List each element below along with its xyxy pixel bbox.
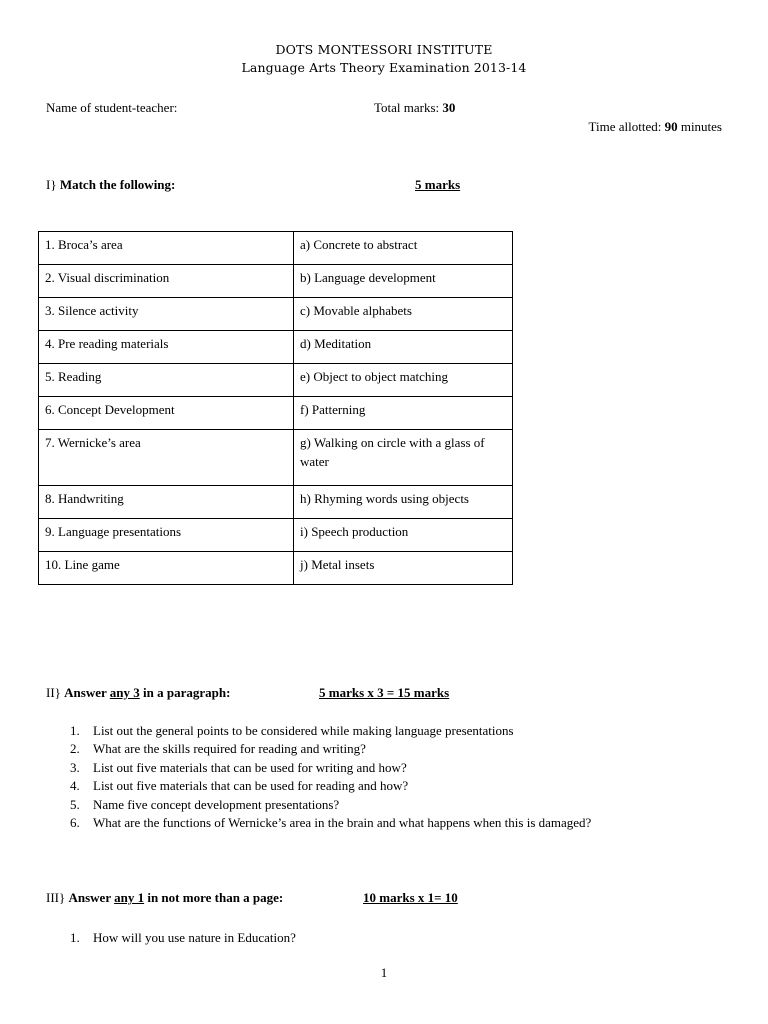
match-row [39,397,513,430]
match-left-cell: 5. Reading [39,364,294,397]
match-left-cell: 10. Line game [39,552,294,585]
question-text: List out five materials that can be used for writing and how? [93,759,407,775]
question-text: Name five concept development presentations? [93,796,340,812]
question-item [70,814,591,832]
time-allotted-unit: minutes [677,119,722,134]
time-allotted-value: 90 [664,119,678,134]
question-number: 6. [70,814,80,830]
match-row [39,232,513,265]
match-left-cell: 9. Language presentations [39,519,294,552]
question-item [70,722,591,740]
page-number: 1 [380,965,388,980]
question-item [70,929,296,947]
section-3-heading [46,891,283,904]
time-allotted-label: Time allotted: [588,119,665,134]
question-number: 2. [70,741,80,757]
question-text: What are the functions of Wernicke’s area in the brain and what happens when this is damaged? [93,814,592,830]
match-row [39,331,513,364]
match-right-cell: b) Language development [294,265,513,298]
section-2-marks [319,686,449,699]
match-row [39,486,513,519]
section-2-number: II} [46,685,65,700]
total-marks [374,101,455,114]
match-right-cell: h) Rhyming words using objects [294,486,513,519]
total-marks-label: Total marks: [374,100,443,115]
question-text: List out the general points to be considered while making language presentations [93,723,514,738]
section-1-heading [46,178,175,191]
match-left-cell: 4. Pre reading materials [39,331,294,364]
section-3-number: III} [46,890,69,905]
match-row [39,265,513,298]
question-number: 3. [70,759,80,775]
match-right-cell: g) Walking on circle with a glass of water [294,430,513,486]
institute-name: DOTS MONTESSORI INSTITUTE [275,42,493,57]
match-row [39,298,513,331]
section-3-marks [363,891,458,904]
match-right-cell: c) Movable alphabets [294,298,513,331]
match-right-cell: d) Meditation [294,331,513,364]
time-allotted [589,120,723,133]
match-left-cell: 3. Silence activity [39,298,294,331]
section-1-marks-text: 5 marks [415,177,461,192]
question-item [70,759,591,777]
section-3-marks-text: 10 marks x 1= 10 [363,890,458,905]
section-3-question-list [70,929,296,947]
question-item [70,740,591,758]
total-marks-value: 30 [442,100,456,115]
question-item [70,796,591,814]
section-2-question-list [70,722,591,832]
section-3-title-pre: Answer [68,890,115,905]
match-right-cell: e) Object to object matching [294,364,513,397]
exam-title: Language Arts Theory Examination 2013-14 [241,60,527,75]
match-row [39,364,513,397]
match-row [39,552,513,585]
match-right-cell: j) Metal insets [294,552,513,585]
match-right-cell: i) Speech production [294,519,513,552]
match-table [38,231,513,585]
section-1-title: Match the following: [59,177,176,192]
section-1-number: I} [46,177,60,192]
question-number: 1. [70,930,80,945]
question-text: How will you use nature in Education? [93,930,296,945]
match-right-cell: a) Concrete to abstract [294,232,513,265]
match-row [39,519,513,552]
section-2-title-underlined: any 3 [109,685,140,700]
match-left-cell: 1. Broca’s area [39,232,294,265]
match-row [39,430,513,486]
section-2-heading [46,686,230,699]
match-left-cell: 7. Wernicke’s area [39,430,294,486]
question-text: List out five materials that can be used for reading and how? [93,778,409,794]
question-number: 5. [70,796,80,812]
match-left-cell: 2. Visual discrimination [39,265,294,298]
section-3-title-underlined: any 1 [114,890,145,905]
section-1-marks [415,178,460,191]
section-2-title-pre: Answer [64,685,110,700]
section-2-marks-text: 5 marks x 3 = 15 marks [319,685,450,700]
match-left-cell: 8. Handwriting [39,486,294,519]
question-item [70,777,591,795]
question-number: 4. [70,778,80,794]
section-2-title-post: in a paragraph: [139,685,231,700]
question-text: What are the skills required for reading and writing? [93,741,366,757]
student-name-label: Name of student-teacher: [46,100,178,115]
match-right-cell: f) Patterning [294,397,513,430]
section-3-title-post: in not more than a page: [144,890,284,905]
question-number: 1. [70,723,80,738]
match-left-cell: 6. Concept Development [39,397,294,430]
